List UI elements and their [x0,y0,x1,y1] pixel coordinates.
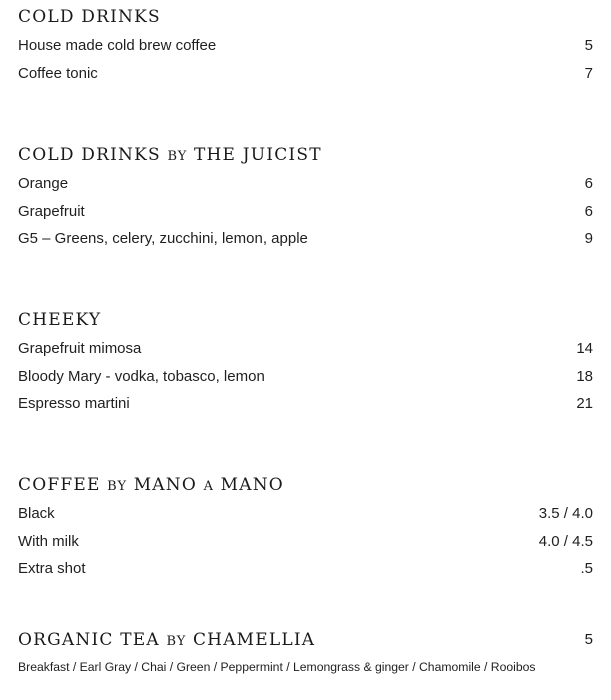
menu-item [18,60,593,88]
menu-item [18,225,593,253]
section-title-joiner: A [203,479,214,494]
item-name: Orange [18,175,69,192]
item-name: House made cold brew coffee [18,37,217,54]
section-cheeky [18,305,593,418]
item-price: 5 [584,37,593,54]
section-title [18,470,593,500]
item-name: Extra shot [18,560,86,577]
section-cold-drinks-juicist [18,140,593,253]
item-name: G5 – Greens, celery, zucchini, lemon, apple [18,230,308,247]
section-title [18,2,593,32]
menu-item [18,198,593,226]
section-title-text: COFFEE [18,475,101,495]
item-price: 14 [576,340,593,357]
item-price: 7 [584,64,593,82]
section-title-text: COLD DRINKS [18,7,161,27]
section-title [18,140,593,170]
item-name: Black [18,505,55,522]
item-price: 6 [584,175,593,192]
section-title-text: ORGANIC TEA [18,630,160,650]
item-price: .5 [580,560,593,577]
item-price: 9 [584,230,593,247]
item-name: Grapefruit [18,202,85,220]
item-price: 3.5 / 4.0 [538,505,593,522]
section-title [18,305,593,335]
item-price: 18 [576,367,593,385]
item-name: Grapefruit mimosa [18,340,142,357]
menu-item [18,500,593,528]
item-price: 4.0 / 4.5 [538,532,593,550]
section-title-brand: CHAMELLIA [192,630,316,650]
section-title-text: CHEEKY [18,310,102,330]
section-organic-tea [18,625,593,679]
item-name: Bloody Mary - vodka, tobasco, lemon [18,367,265,385]
menu-item [18,32,593,60]
tea-varieties: Breakfast / Earl Gray / Chai / Green / Peppermint / Lemongrass & ginger / Chamomile / Rooibos [18,660,536,674]
item-name: Coffee tonic [18,64,98,82]
menu-item [18,555,593,583]
section-title-by: BY [107,479,128,494]
section-title-brand-end: MANO [220,475,284,495]
section-title-brand: THE JUICIST [193,145,322,165]
section-title [18,625,593,655]
item-price: 5 [584,631,593,648]
item-name: With milk [18,532,79,550]
item-price: 6 [584,202,593,220]
menu-item [18,170,593,198]
section-title-by: BY [166,634,187,649]
section-coffee [18,470,593,583]
item-name: Espresso martini [18,395,130,412]
section-title-brand: MANO [133,475,197,495]
item-price: 21 [576,395,593,412]
menu-item [18,363,593,391]
section-title-by: BY [167,149,188,164]
section-cold-drinks [18,2,593,87]
menu-item [18,335,593,363]
menu-item [18,390,593,418]
section-title-text: COLD DRINKS [18,145,161,165]
menu-item [18,528,593,556]
